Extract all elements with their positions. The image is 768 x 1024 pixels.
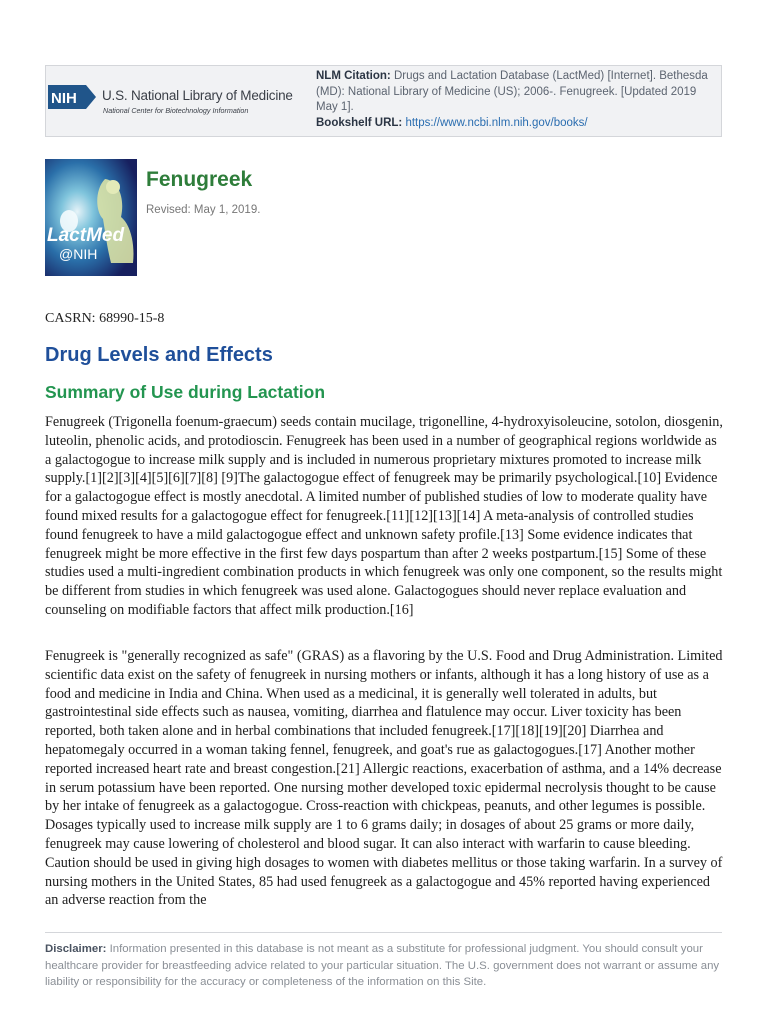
- page-title: Fenugreek: [146, 168, 253, 191]
- section-heading: Drug Levels and Effects: [45, 344, 273, 366]
- footer-divider: [45, 932, 722, 933]
- disclaimer-text: Information presented in this database is not meant as a substitute for professional judgment. You should consult your healthcare provider for breastfeeding advice related to your particular situation. The U.S. government does not warrant or assume any liability or responsibility for the accuracy or completeness of the information on this Site.: [45, 943, 720, 988]
- nih-logo[interactable]: [48, 82, 98, 112]
- disclaimer: [45, 941, 725, 991]
- lactmed-logo: [45, 159, 137, 276]
- citation-block: [316, 69, 711, 131]
- logo-line2: @NIH: [59, 246, 98, 262]
- disclaimer-label: Disclaimer:: [45, 943, 107, 955]
- casrn: CASRN: 68990-15-8: [45, 311, 165, 326]
- citation-header: [45, 65, 722, 137]
- paragraph: Fenugreek is "generally recognized as safe" (GRAS) as a flavoring by the U.S. Food and Drug Administration. Limited scientific data exist on the safety of fenugreek in nursing mothers or infants, although it has a long history of use as a food and medicine in India and China. When used as a medicinal, it is generally well tolerated in adults, but gastrointestinal side effects such as nausea, vomiting, diarrhea and flatulence may occur. Liver toxicity has been reported, both taken alone and in herbal combinations that included fenugreek.[17][18][19][20] Diarrhea and hepatomegaly occurred in a woman taking fennel, fenugreek, and goat's rue as galactogogues.[17] Another mother reported increased heart rate and breast congestion.[21] Allergic reactions, exacerbation of asthma, and a 14% decrease in serum potassium have been reported. One nursing mother developed toxic epidermal necrolysis thought to be cause by her intake of fenugreek as a galactogogue. Cross-reaction with chickpeas, peanuts, and other legumes is possible. Dosages typically used to increase milk supply are 1 to 6 grams daily; in dosages of about 25 grams or more daily, fenugreek may cause lowering of cholesterol and blood sugar. It can also interact with warfarin to cause bleeding. Caution should be used in giving high dosages to women with diabetes mellitus or those taking warfarin. In a survey of nursing mothers in the United States, 85 had used fenugreek as a galactogogue and 45% reported having experienced an adverse reaction from the: [45, 648, 723, 909]
- subsection-heading: Summary of Use during Lactation: [45, 382, 326, 402]
- citation-text: Drugs and Lactation Database (LactMed) [Internet]. Bethesda (MD): National Library of Medicine (US); 2006-. Fenugreek. [Updated 2019 May 1].: [316, 70, 708, 113]
- paragraph: Fenugreek (Trigonella foenum-graecum) seeds contain mucilage, trigonelline, 4-hydroxyisoleucine, sotolon, diosgenin, luteolin, phenolic acids, and protodioscin. Fenugreek has been used in a number of geographical regions worldwide as a galactogogue to increase milk supply and is included in numerous proprietary mixtures promoted to increase milk supply.[1][2][3][4][5][6][7][8] [9]The galactogogue effect of fenugreek may be primarily psychological.[10] Evidence for a galactogogue effect is mostly anecdotal. A limited number of published studies of low to moderate quality have found mixed results for a galactogogue effect for fenugreek.[11][12][13][14] A meta-analysis of controlled studies found fenugreek to have a mild galactogogue effect and unknown safety profile.[13] Some evidence indicates that fenugreek might be more effective in the first few days pospartum than after 2 weeks postpartum.[15] Some of these studies used a multi-ingredient combination products in which fenugreek was only one component, so the results might be different from studies in which fenugreek was used alone. Galactogogues should never replace evaluation and counseling on modifiable factors that affect milk production.[16]: [45, 414, 723, 618]
- nih-logo-text: NIH: [51, 90, 77, 107]
- revised-date: Revised: May 1, 2019.: [146, 204, 261, 216]
- org-subtitle: National Center for Biotechnology Information: [103, 106, 249, 115]
- citation-label: NLM Citation:: [316, 70, 391, 82]
- logo-line1: LactMed: [47, 225, 125, 246]
- bookshelf-label: Bookshelf URL:: [316, 116, 403, 129]
- bookshelf-link[interactable]: https://www.ncbi.nlm.nih.gov/books/: [405, 116, 588, 129]
- org-name: U.S. National Library of Medicine: [102, 88, 293, 103]
